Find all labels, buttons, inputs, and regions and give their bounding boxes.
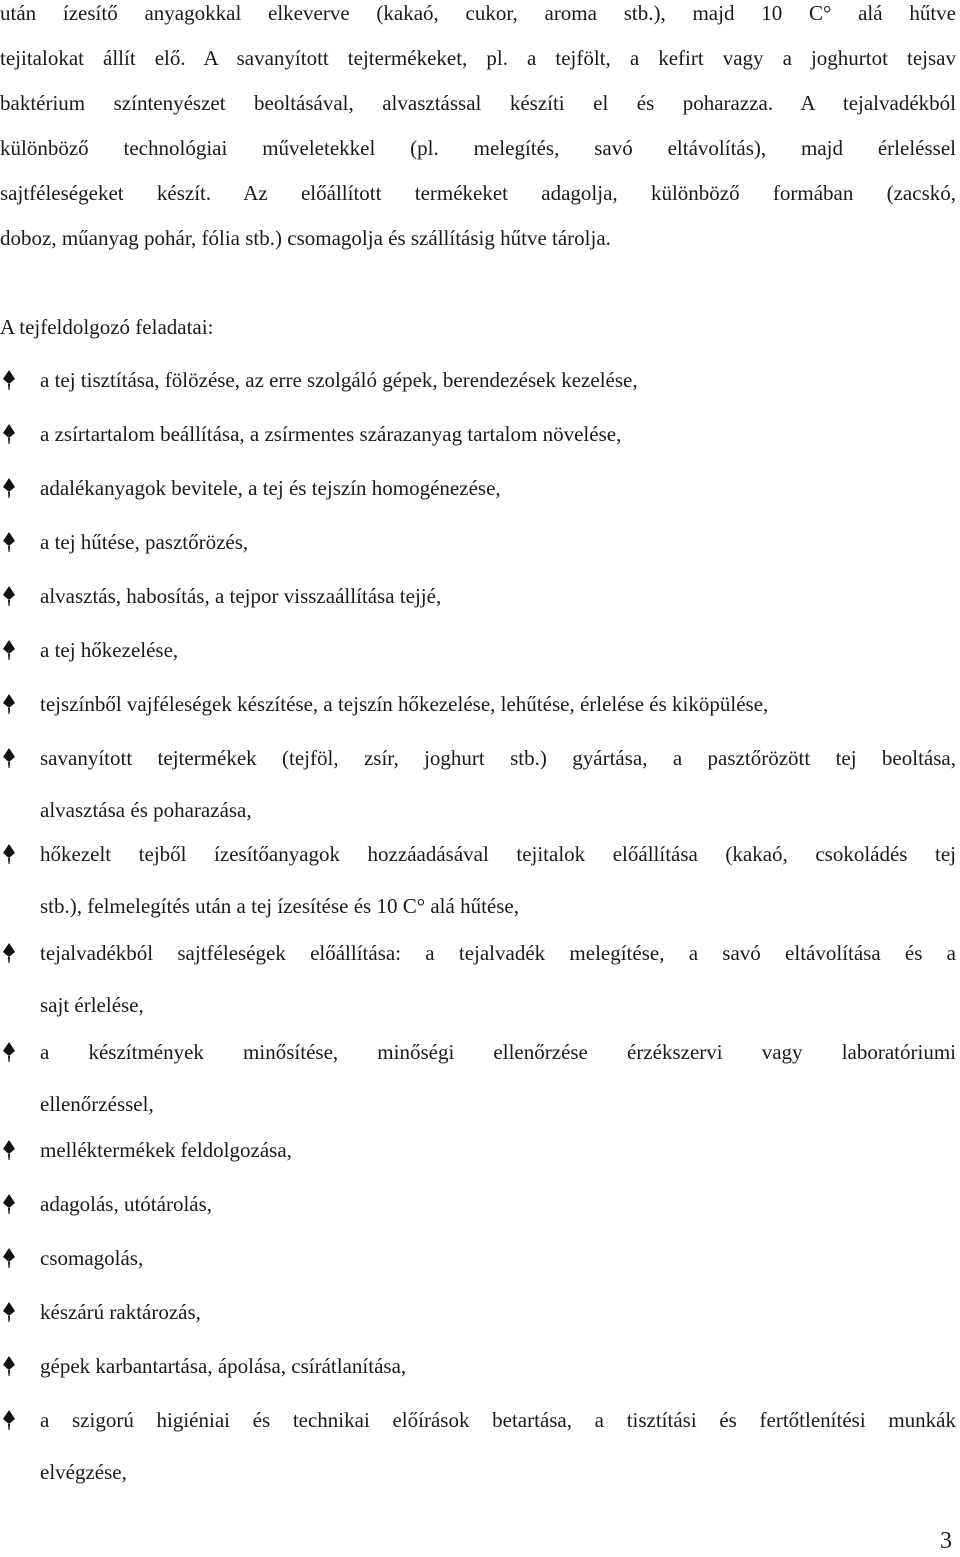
list-item — [0, 1039, 956, 1143]
list-item — [0, 1137, 956, 1189]
list-item — [0, 637, 956, 689]
list-item — [0, 1191, 956, 1243]
diamond-bullet-icon — [2, 844, 16, 864]
diamond-bullet-icon — [2, 1356, 16, 1376]
list-item-text: a tej hőkezelése, — [40, 638, 179, 662]
list-item-text: ellenőrzéssel, — [40, 1092, 154, 1116]
diamond-bullet-icon — [2, 1194, 16, 1214]
list-item-text: a készítmények minősítése, minőségi ellenőrzése érzékszervi vagy laboratóriumi — [40, 1040, 956, 1064]
diamond-bullet-icon — [2, 1248, 16, 1268]
list-item-text: hőkezelt tejből ízesítőanyagok hozzáadásával tejitalok előállítása (kakaó, csokoládés tej — [40, 842, 956, 866]
list-item-text: gépek karbantartása, ápolása, csírátlanítása, — [40, 1354, 407, 1378]
diamond-bullet-icon — [2, 1140, 16, 1160]
list-item-text: adalékanyagok bevitele, a tej és tejszín homogénezése, — [40, 476, 501, 500]
page-number: 3 — [940, 1528, 952, 1554]
intro-line: után ízesítő anyagokkal elkeverve (kakaó, cukor, aroma stb.), majd 10 C° alá hűtve — [0, 1, 956, 25]
list-item-text: adagolás, utótárolás, — [40, 1192, 213, 1216]
diamond-bullet-icon — [2, 640, 16, 660]
list-item — [0, 691, 956, 743]
diamond-bullet-icon — [2, 370, 16, 390]
list-item — [0, 421, 956, 473]
diamond-bullet-icon — [2, 943, 16, 963]
intro-line: különböző technológiai műveletekkel (pl. melegítés, savó eltávolítás), majd érleléssel — [0, 136, 956, 160]
list-item-text: a szigorú higiéniai és technikai előírások betartása, a tisztítási és fertőtlenítési munkák — [40, 1408, 956, 1432]
diamond-bullet-icon — [2, 478, 16, 498]
diamond-bullet-icon — [2, 532, 16, 552]
list-item-text: stb.), felmelegítés után a tej ízesítése és 10 C° alá hűtése, — [40, 894, 519, 918]
list-item-text: tejalvadékból sajtféleségek előállítása: a tejalvadék melegítése, a savó eltávolítása és a — [40, 941, 956, 965]
diamond-bullet-icon — [2, 1042, 16, 1062]
list-item — [0, 529, 956, 581]
section-heading: A tejfeldolgozó feladatai: — [0, 315, 214, 339]
list-item-text: savanyított tejtermékek (tejföl, zsír, joghurt stb.) gyártása, a pasztőrözött tej beoltása, — [40, 746, 956, 770]
list-item-text: a zsírtartalom beállítása, a zsírmentes szárazanyag tartalom növelése, — [40, 422, 622, 446]
diamond-bullet-icon — [2, 586, 16, 606]
list-item — [0, 940, 956, 1044]
list-item-text: csomagolás, — [40, 1246, 144, 1270]
diamond-bullet-icon — [2, 694, 16, 714]
list-item-text: melléktermékek feldolgozása, — [40, 1138, 292, 1162]
intro-line: sajtféleségeket készít. Az előállított termékeket adagolja, különböző formában (zacskó, — [0, 181, 956, 205]
intro-line: doboz, műanyag pohár, fólia stb.) csomagolja és szállításig hűtve tárolja. — [0, 226, 611, 250]
list-item — [0, 367, 956, 419]
list-item-text: tejszínből vajféleségek készítése, a tejszín hőkezelése, lehűtése, érlelése és kiköpülése, — [40, 692, 769, 716]
list-item-text: a tej tisztítása, fölözése, az erre szolgáló gépek, berendezések kezelése, — [40, 368, 638, 392]
list-item — [0, 1299, 956, 1351]
list-item — [0, 1245, 956, 1297]
list-item-text: alvasztás, habosítás, a tejpor visszaállítása tejjé, — [40, 584, 442, 608]
list-item — [0, 475, 956, 527]
list-item — [0, 1407, 956, 1511]
diamond-bullet-icon — [2, 748, 16, 768]
list-item-text: elvégzése, — [40, 1460, 127, 1484]
intro-line: baktérium színtenyészet beoltásával, alvasztással készíti el és poharazza. A tejalvadékból — [0, 91, 956, 115]
list-item — [0, 583, 956, 635]
intro-line: tejitalokat állít elő. A savanyított tejtermékeket, pl. a tejfölt, a kefirt vagy a joghurtot tejsav — [0, 46, 956, 70]
list-item-text: készárú raktározás, — [40, 1300, 201, 1324]
list-item-text: alvasztása és poharazása, — [40, 798, 252, 822]
list-item — [0, 1353, 956, 1405]
diamond-bullet-icon — [2, 424, 16, 444]
diamond-bullet-icon — [2, 1410, 16, 1430]
list-item — [0, 841, 956, 945]
list-item — [0, 745, 956, 849]
list-item-text: a tej hűtése, pasztőrözés, — [40, 530, 249, 554]
diamond-bullet-icon — [2, 1302, 16, 1322]
list-item-text: sajt érlelése, — [40, 993, 144, 1017]
